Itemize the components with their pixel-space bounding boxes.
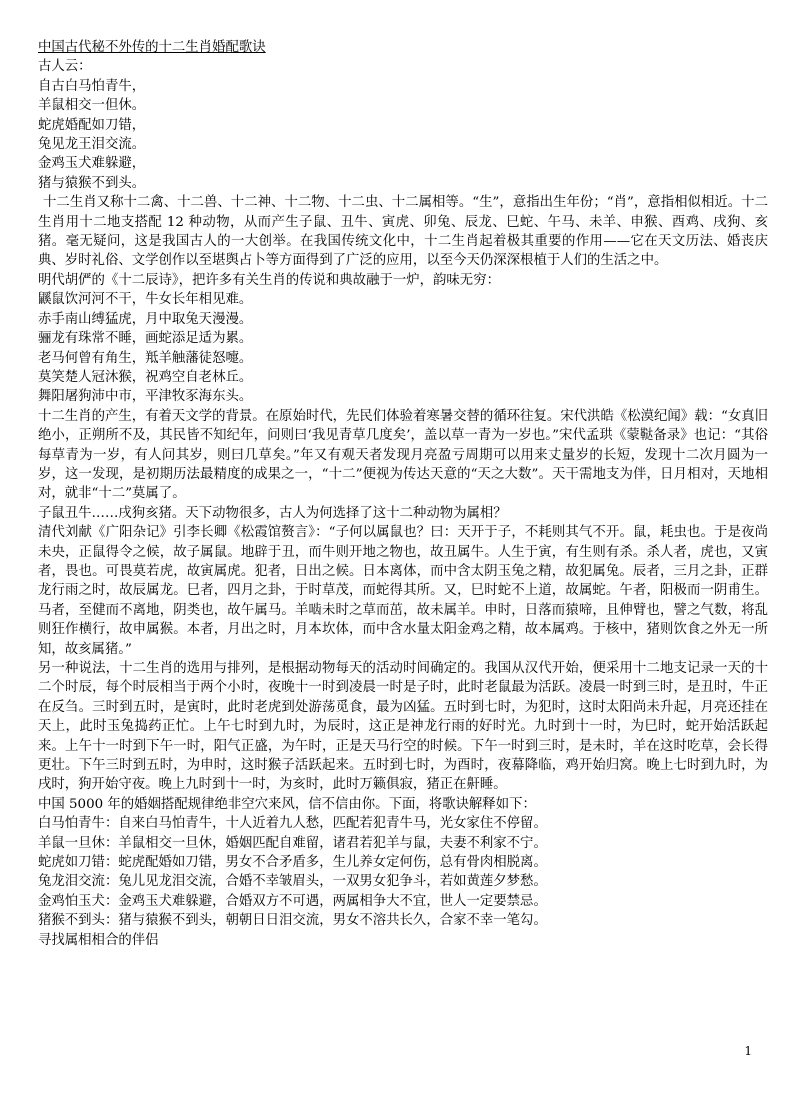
paragraph-activity-times: 另一种说法，十二生肖的选用与排列，是根据动物每天的活动时间确定的。我国从汉代开始，便采用十二地支记录一天的十二个时辰，每个时辰相当于两个小时，夜晚十一时到凌晨一时是子时，此时老鼠最为活跃。凌晨一时到三时，是丑时，牛正在反刍。三时到五时，是寅时，此时老虎到处游荡觅食，最为凶猛。五时到七时，为犯时，这时太阳尚未升起，月亮还挂在天上，此时玉兔捣药正忙。上午七时到九时，为辰时，这正是神龙行雨的好时光。九时到十一时，为巳时，蛇开始活跃起来。上午十一时到下午一时，阳气正盛，为午时，正是天马行空的时候。下午一时到三时，是未时，羊在这时吃草，会长得更壮。下午三时到五时，为申时，这时猴子活跃起来。五时到七时，为酉时，夜幕降临，鸡开始归窝。晚上七时到九时，为戌时，狗开始守夜。晚上九时到十一时，为亥时，此时万籁俱寂，猪正在鼾睡。 <box>38 661 768 793</box>
explanation-item: 猪猴不到头：猪与猿猴不到头，朝朝日日泪交流，男女不溶共长久，合家不幸一笔勾。 <box>38 913 547 929</box>
poem-line: 兔见龙王泪交流。 <box>38 137 146 153</box>
closing-line: 寻找属相相合的伴侣 <box>38 932 159 948</box>
poem-line: 自古白马怕青牛， <box>38 78 146 94</box>
paragraph-zodiac-definition: 十二生肖又称十二禽、十二兽、十二神、十二物、十二虫、十二属相等。“生”，意指出生年份；“肖”，意指相似相近。十二生肖用十二地支搭配 12 种动物，从而产生子鼠、丑牛、寅虎、卯兔、辰龙、巳蛇、午马、未羊、申猴、酉鸡、戌狗、亥猪。毫无疑问，这是我国古人的一大创举。在我国传统文化中，十二生肖起着极其重要的作用——它在天文历法、婚丧庆典、岁时礼俗、文学创作以至堪舆占卜等方面得到了广泛的应用，以至今天仍深深根植于人们的生活之中。 <box>38 195 768 269</box>
poem-line: 猪与猿猴不到头。 <box>38 175 146 191</box>
chen-poem-line: 舞阳屠狗沛中市，平津牧豕海东头。 <box>38 389 253 405</box>
explanation-item: 羊鼠一旦休：羊鼠相交一旦休，婚姻匹配自难留，诸君若犯羊与鼠，夫妻不利家不宁。 <box>38 835 547 851</box>
chen-poem-block <box>38 290 768 406</box>
document-page <box>38 38 768 950</box>
chen-poem-line: 鼷鼠饮河河不干，牛女长年相见难。 <box>38 292 253 308</box>
explanation-item: 蛇虎如刀错：蛇虎配婚如刀错，男女不合矛盾多，生儿养女定何伤，总有骨肉相脱离。 <box>38 855 547 871</box>
paragraph-animal-question: 子鼠丑牛……戌狗亥猪。天下动物很多，古人为何选择了这十二种动物为属相？ <box>38 505 507 521</box>
chen-poem-line: 骊龙有珠常不睡，画蛇添足适为累。 <box>38 331 253 347</box>
intro-label: 古人云： <box>38 59 92 75</box>
paragraph-chen-poem-intro: 明代胡俨的《十二辰诗》，把许多有关生肖的传说和典故融于一炉，韵味无穷： <box>38 272 500 288</box>
page-number: 1 <box>744 1044 752 1058</box>
chen-poem-line: 老马何曾有角生，羝羊触藩徒怒嚏。 <box>38 350 253 366</box>
poem-line: 羊鼠相交一但休。 <box>38 98 146 114</box>
poem-block <box>38 77 768 193</box>
explanation-list <box>38 814 768 930</box>
poem-line: 金鸡玉犬难躲避， <box>38 156 146 172</box>
paragraph-explanation-intro: 中国 5000 年的婚姻搭配规律绝非空穴来风，信不信由你。下面，将歌诀解释如下： <box>38 796 536 812</box>
explanation-item: 金鸡怕玉犬：金鸡玉犬难躲避，合婚双方不可遇，两属相争大不宜，世人一定要禁忌。 <box>38 893 547 909</box>
poem-line: 蛇虎婚配如刀错， <box>38 117 146 133</box>
paragraph-astronomy-background: 十二生肖的产生，有着天文学的背景。在原始时代，先民们体验着寒暑交替的循环往复。宋代洪皓《松漠纪闻》载：“女真旧绝小，正朔所不及，其民皆不知纪年，问则曰‘我见青草几度矣’，盖以草一青为一岁也。”宋代孟珙《蒙鞑备录》也记：“其俗每草青为一岁，有人问其岁，则曰几草矣。”年又有观天者发现月亮盈亏周期可以用来丈量岁的长短，发现十二次月圆为一岁，这一发现，是初期历法最精度的成果之一，“十二”便视为传达天意的“天之大数”。天干需地支为伴，日月相对，天地相对，就非“十二”莫属了。 <box>38 408 768 502</box>
chen-poem-line: 莫笑楚人冠沐猴，祝鸡空自老林丘。 <box>38 369 253 385</box>
explanation-item: 兔龙泪交流：兔儿见龙泪交流，合婚不幸皱眉头，一双男女犯争斗，若如黄莲夕梦愁。 <box>38 874 547 890</box>
chen-poem-line: 赤手南山缚猛虎，月中取兔天漫漫。 <box>38 311 253 327</box>
document-title: 中国古代秘不外传的十二生肖婚配歌诀 <box>38 40 266 55</box>
explanation-item: 白马怕青牛：自来白马怕青牛，十人近着九人愁，匹配若犯青牛马，光女家住不停留。 <box>38 816 547 832</box>
paragraph-guangyang-zaji: 清代刘献《广阳杂记》引李长卿《松霞馆赘言》：“子何以属鼠也？曰：天开于子，不耗则其气不开。鼠，耗虫也。于是夜尚未央，正鼠得令之候，故子属鼠。地辟于丑，而牛则开地之物也，故丑属牛。人生于寅，有生则有杀。杀人者，虎也，又寅者，畏也。可畏莫若虎，故寅属虎。犯者，日出之候。日本离体，而中含太阴玉兔之精，故犯属兔。辰者，三月之卦，正群龙行雨之时，故辰属龙。巳者，四月之卦，于时草茂，而蛇得其所。又，巳时蛇不上道，故属蛇。午者，阳极而一阴甫生。马者，至健而不离地，阴类也，故午属马。羊啮未时之草而茁，故未属羊。申时，日落而猿啼，且伸臂也，譬之气数，将乱则狂作横行，故申属猴。本者，月出之时，月本坎体，而中含水量太阳金鸡之精，故本属鸡。于核中，猪则饮食之外无一所知，故亥属猪。” <box>38 525 768 657</box>
